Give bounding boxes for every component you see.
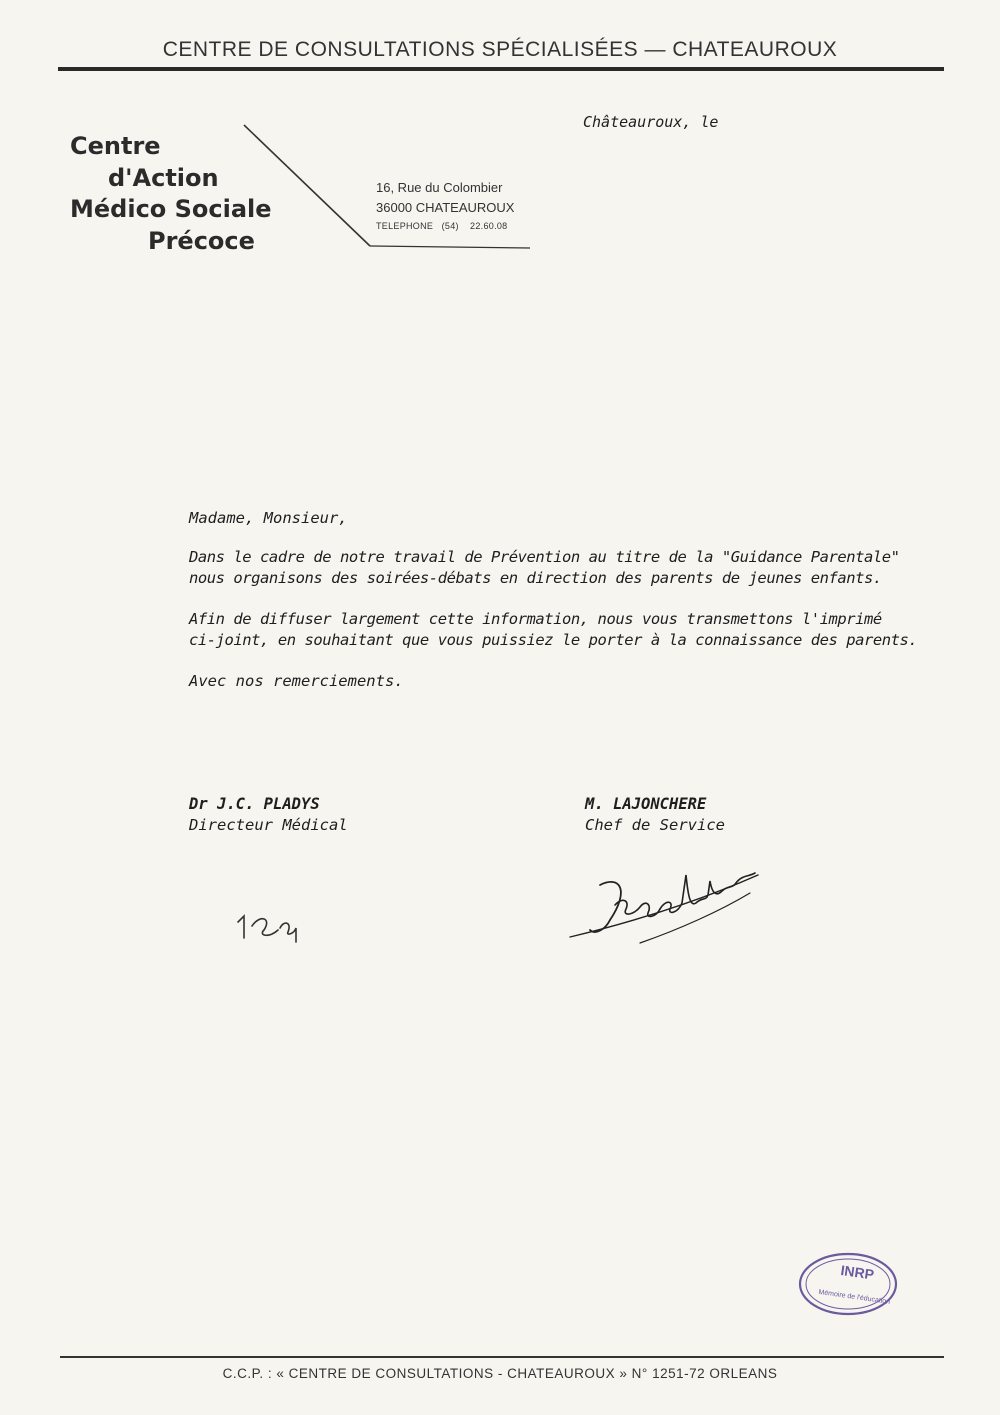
paragraph-2-line-1: Afin de diffuser largement cette information, nous vous transmettons l'imprimé [189, 610, 882, 628]
address-city: 36000 CHATEAUROUX [376, 200, 515, 215]
signatory-1-title: Directeur Médical [189, 816, 348, 834]
letterhead-title: CENTRE DE CONSULTATIONS SPÉCIALISÉES — CHATEAUROUX [162, 38, 838, 61]
logo-line-4: Précoce [148, 227, 255, 255]
address-street: 16, Rue du Colombier [376, 180, 503, 195]
footer-rule [60, 1356, 944, 1358]
inrp-stamp [796, 1250, 900, 1320]
paragraph-2-line-2: ci-joint, en souhaitant que vous puissiez le porter à la connaissance des parents. [189, 631, 918, 649]
date-line: Châteauroux, le [583, 113, 719, 131]
paragraph-1-line-2: nous organisons des soirées-débats en direction des parents de jeunes enfants. [189, 569, 882, 587]
phone-number: 22.60.08 [470, 221, 508, 231]
stamp-text: INRP [839, 1262, 876, 1283]
paragraph-1-line-1: Dans le cadre de notre travail de Prévention au titre de la "Guidance Parentale" [189, 548, 900, 566]
logo-line-1: Centre [70, 132, 161, 160]
signatory-2-title: Chef de Service [585, 816, 725, 834]
handwritten-initials [230, 900, 320, 950]
phone-area: (54) [441, 221, 459, 231]
signatory-2-name: M. LAJONCHERE [585, 795, 707, 813]
logo-diagonal-line [0, 0, 1000, 300]
salutation: Madame, Monsieur, [189, 509, 348, 527]
closing-line: Avec nos remerciements. [189, 672, 404, 690]
logo-line-2: d'Action [108, 164, 219, 192]
signatory-1-name: Dr J.C. PLADYS [189, 795, 320, 813]
phone-label: TELEPHONE [376, 221, 434, 231]
address-phone [376, 221, 507, 231]
handwritten-signature [560, 845, 770, 955]
footer-postal-account: C.C.P. : « CENTRE DE CONSULTATIONS - CHATEAUROUX » N° 1251-72 ORLEANS [222, 1366, 778, 1381]
stamp-subtext: Mémoire de l'éducation [818, 1288, 891, 1306]
logo-line-3: Médico Sociale [70, 195, 272, 223]
